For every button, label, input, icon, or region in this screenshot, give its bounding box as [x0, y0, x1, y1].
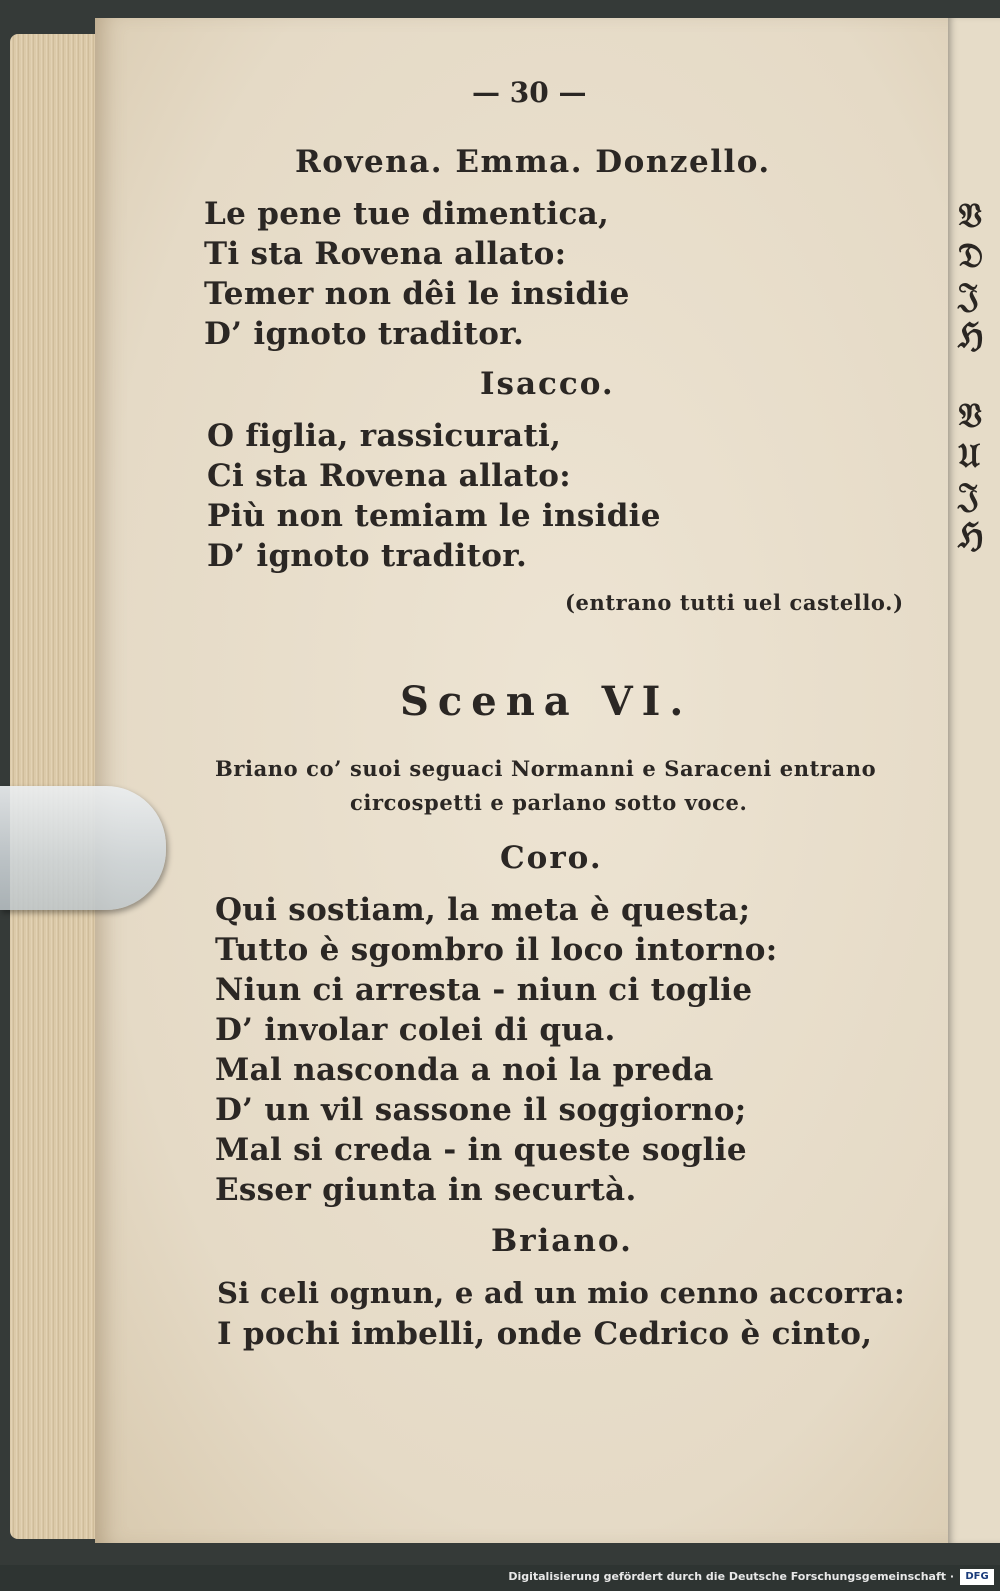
page-number: — 30 — [472, 76, 587, 109]
verse-line: Qui sostiam, la meta è questa; [215, 892, 751, 928]
verse-line: Si celi ognun, e ad un mio cenno accorra: [217, 1276, 905, 1310]
digitization-credit: Digitalisierung gefördert durch die Deutsche Forschungsgemeinschaft · [508, 1570, 954, 1583]
verse-line: O figlia, rassicurati, [207, 418, 562, 454]
verse-line: Niun ci arresta - niun ci toglie [215, 972, 753, 1008]
next-page-glyph: ℌ [958, 516, 984, 556]
verse-line: D’ ignoto traditor. [207, 538, 528, 574]
speaker-briano: Briano. [491, 1223, 633, 1259]
next-page-glyph: 𝔍 [958, 276, 979, 316]
verse-line: Più non temiam le insidie [207, 498, 661, 534]
speaker-heading-rovena-emma-donzello: Rovena. Emma. Donzello. [295, 144, 771, 180]
verse-line: D’ involar colei di qua. [215, 1012, 616, 1048]
stage-direction: (entrano tutti uel castello.) [565, 590, 904, 615]
scene-title: Scena VI. [400, 678, 693, 725]
verse-line: Temer non dêi le insidie [204, 276, 630, 312]
verse-line: Mal si creda - in queste soglie [215, 1132, 747, 1168]
verse-line: Mal nasconda a noi la preda [215, 1052, 714, 1088]
book-page [95, 18, 950, 1543]
verse-line: D’ ignoto traditor. [204, 316, 525, 352]
verse-line: Esser giunta in securtà. [215, 1172, 637, 1208]
next-page-glyph: ℌ [958, 316, 984, 356]
stage-direction-line: Briano co’ suoi seguaci Normanni e Saraceni entrano [215, 756, 877, 781]
verse-line: Tutto è sgombro il loco intorno: [215, 932, 778, 968]
next-page-glyph: 𝔙 [958, 396, 982, 436]
next-page-edge [948, 18, 1000, 1543]
next-page-glyph: 𝔘 [958, 436, 980, 476]
next-page-glyph: 𝔙 [958, 196, 982, 236]
speaker-coro: Coro. [500, 840, 603, 876]
verse-line: I pochi imbelli, onde Cedrico è cinto, [217, 1316, 873, 1352]
verse-line: Ti sta Rovena allato: [204, 236, 567, 272]
stage-direction-line: circospetti e parlano sotto voce. [350, 790, 748, 815]
verse-line: D’ un vil sassone il soggiorno; [215, 1092, 747, 1128]
speaker-isacco: Isacco. [480, 366, 615, 402]
plastic-page-clip [0, 786, 166, 910]
dfg-logo: DFG [960, 1569, 994, 1585]
verse-line: Le pene tue dimentica, [204, 196, 610, 232]
verse-line: Ci sta Rovena allato: [207, 458, 571, 494]
next-page-glyph: 𝔇 [958, 236, 984, 276]
next-page-glyph: 𝔍 [958, 476, 979, 516]
